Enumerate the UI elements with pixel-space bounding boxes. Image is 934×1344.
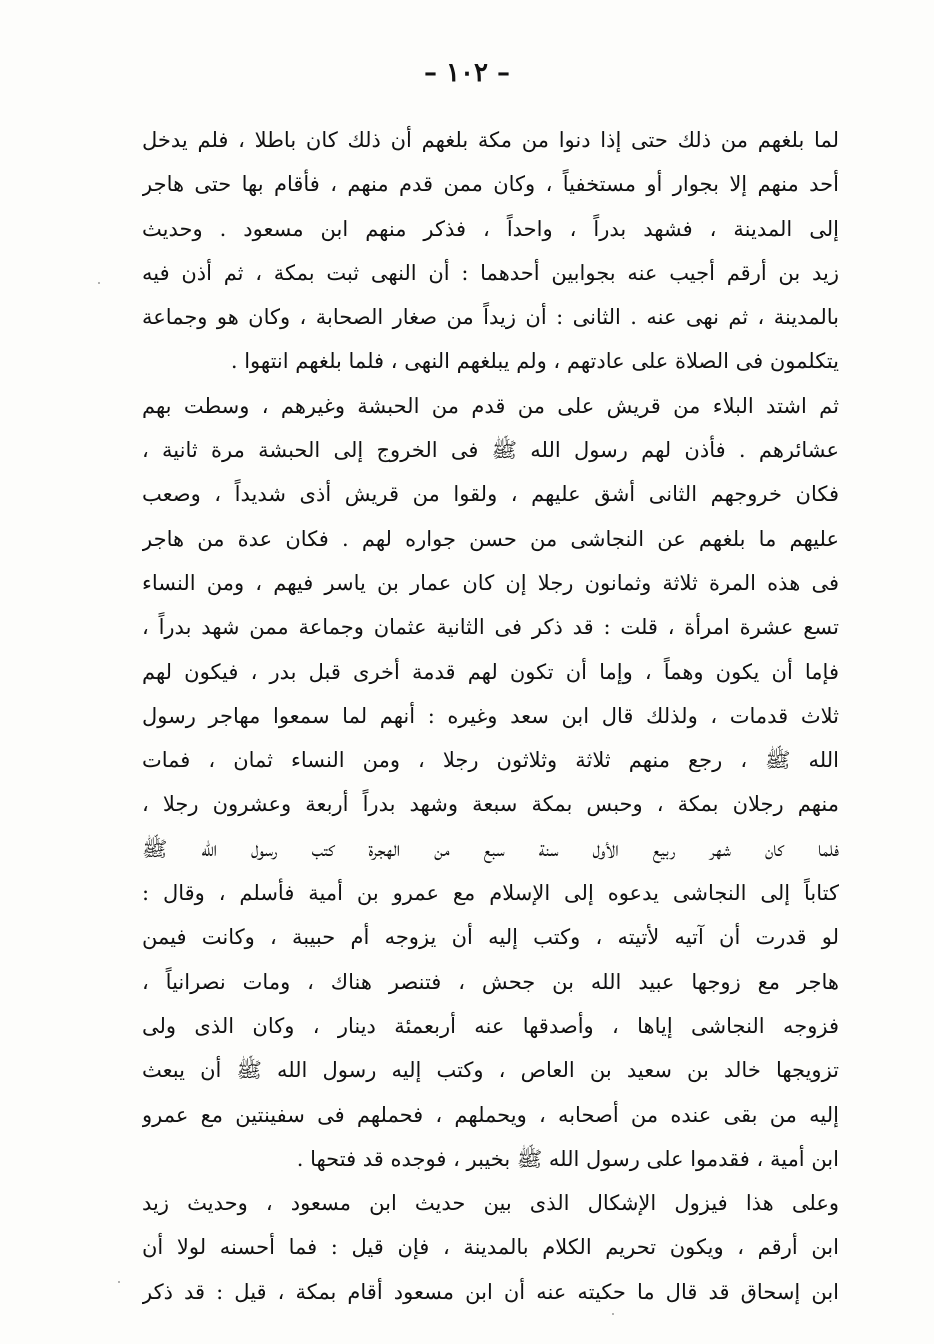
text-line: عليهم ما بلغهم عن النجاشى من حسن جواره لهم . فكان عدة من هاجر: [142, 526, 839, 551]
scan-speck: [118, 1281, 120, 1283]
text-line: أحد منهم إلا بجوار أو مستخفياً ، وكان ممن قدم منهم ، فأقام بها حتى هاجر: [142, 172, 839, 197]
text-line: يتكلمون فى الصلاة على عادتهم ، ولم يبلغهم النهى ، فلما بلغهم انتهوا .: [230, 349, 839, 374]
scan-speck: [98, 282, 100, 284]
text-line: فإما أن يكون وهماً ، وإما أن تكون لهم قدمة أخرى قبل بدر ، فيكون لهم: [142, 659, 839, 684]
text-line: بالمدينة ، ثم نهى عنه . الثانى : أن زيداً من صغار الصحابة ، وكان هو وجماعة: [142, 305, 839, 330]
text-line: تزويجها خالد بن سعيد بن العاص ، وكتب إليه رسول الله ﷺ أن يبعث: [142, 1058, 839, 1083]
text-line: إليه من بقى عنده من أصحابه ، ويحملهم ، فحملهم فى سفينتين مع عمرو: [142, 1102, 839, 1127]
scan-speck: [612, 1313, 614, 1315]
text-line: ثم اشتد البلاء من قريش على من قدم من الحبشة وغيرهم ، وسطت بهم: [142, 393, 839, 418]
text-line: ابن أرقم ، ويكون تحريم الكلام بالمدينة ، فإن قيل : فما أحسنه لولا أن: [142, 1235, 839, 1260]
text-line: هاجر مع زوجها عبيد الله بن جحش ، فتنصر هناك ، ومات نصرانياً ،: [142, 969, 839, 994]
text-line: زيد بن أرقم أجيب عنه بجوابين أحدهما : أن النهى ثبت بمكة ، ثم أذن فيه: [142, 260, 839, 285]
text-line: لو قدرت أن آتيه لأتيته ، وكتب إليه أن يزوجه أم حبيبة ، وكانت فيمن: [142, 925, 839, 950]
text-line: ابن إسحاق قد قال ما حكيته عنه أن ابن مسعود أقام بمكة ، قيل : قد ذكر: [142, 1279, 839, 1304]
text-line: إلى المدينة ، فشهد بدراً ، واحداً ، فذكر منهم ابن مسعود . وحديث: [142, 216, 839, 241]
text-line: لما بلغهم من ذلك حتى إذا دنوا من مكة بلغهم أن ذلك كان باطلا ، فلم يدخل: [142, 128, 839, 152]
body-text: [142, 118, 839, 1314]
text-line: منهم رجلان بمكة ، وحبس بمكة سبعة وشهد بدراً أربعة وعشرون رجلا ،: [142, 792, 839, 817]
text-line: الله ﷺ ، رجع منهم ثلاثة وثلاثون رجلا ، ومن النساء ثمان ، فمات: [142, 748, 839, 773]
text-line: تسع عشرة امرأة ، قلت : قد ذكر فى الثانية عثمان وجماعة ممن شهد بدراً ،: [142, 615, 839, 640]
text-line: كتاباً إلى النجاشى يدعوه إلى الإسلام مع عمرو بن أمية فأسلم ، وقال :: [142, 881, 839, 906]
text-line: فى هذه المرة ثلاثة وثمانون رجلا إن كان عمار بن ياسر فيهم ، ومن النساء: [142, 570, 839, 595]
text-line: وعلى هذا فيزول الإشكال الذى بين حديث ابن مسعود ، وحديث زيد: [142, 1191, 839, 1216]
text-line: ثلاث قدمات ، ولذلك قال ابن سعد وغيره : أنهم لما سمعوا مهاجر رسول: [142, 703, 839, 728]
text-line: فكان خروجهم الثانى أشق عليهم ، ولقوا من قريش أذى شديداً ، وصعب: [142, 482, 839, 507]
text-line: فلما كان شهر ربيع الأول سنة سبع من الهجرة كتب رسول الله ﷺ: [142, 836, 839, 861]
text-line: فزوجه النجاشى إياها ، وأصدقها عنه أربعمئة دينار ، وكان الذى ولى: [142, 1013, 839, 1038]
page-number: – ١٠٢ –: [423, 58, 511, 88]
text-line: عشائرهم . فأذن لهم رسول الله ﷺ فى الخروج إلى الحبشة مرة ثانية ،: [142, 438, 839, 463]
text-line: ابن أمية ، فقدموا على رسول الله ﷺ بخيبر ، فوجده قد فتحها .: [296, 1146, 839, 1171]
